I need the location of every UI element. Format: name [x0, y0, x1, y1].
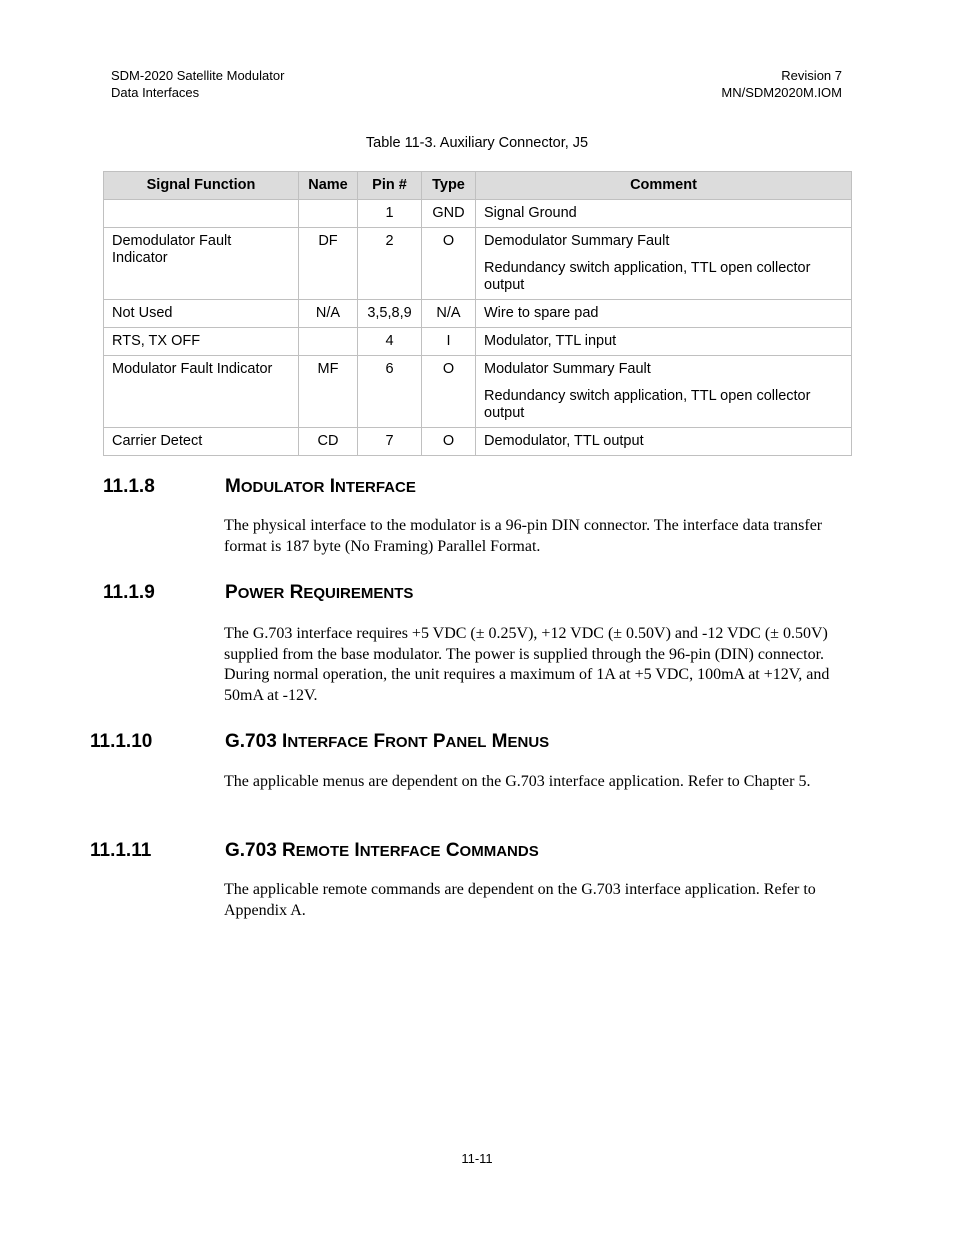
title-initial: R	[282, 840, 296, 861]
header-chapter-title: Data Interfaces	[111, 85, 200, 100]
title-small-caps: NTERFACE	[359, 843, 441, 860]
section-heading	[0, 731, 954, 755]
comment-line: Signal Ground	[484, 205, 577, 221]
section-number: 11.1.10	[90, 731, 153, 752]
comment-cell	[476, 228, 852, 300]
table-row	[104, 200, 852, 228]
comment-line: Demodulator, TTL output	[484, 433, 644, 449]
title-initial: I	[329, 476, 335, 497]
section-number: 11.1.8	[103, 476, 155, 497]
running-header-right	[721, 67, 842, 101]
section-number: 11.1.9	[103, 582, 155, 603]
comment-line: Wire to spare pad	[484, 305, 599, 321]
comment-line: Redundancy switch application, TTL open collector output	[484, 388, 811, 421]
comment-line: Modulator, TTL input	[484, 333, 617, 349]
title-small-caps: EMOTE	[295, 843, 350, 860]
title-initial: I	[282, 731, 288, 752]
name-cell: N/A	[299, 300, 358, 328]
pin-cell: 2	[358, 228, 422, 300]
section-body: The physical interface to the modulator is a 96-pin DIN connector. The interface data transfer format is 187 byte (No Framing) Parallel Format.	[224, 517, 823, 555]
title-small-caps: ODULATOR	[240, 479, 325, 496]
title-initial: C	[445, 840, 460, 861]
name-cell: MF	[299, 356, 358, 428]
type-cell: O	[422, 428, 476, 456]
section-heading	[0, 840, 954, 864]
title-initial: G.703	[225, 840, 277, 861]
table-header-row	[104, 172, 852, 200]
section-heading	[0, 476, 954, 500]
name-cell: DF	[299, 228, 358, 300]
title-initial: G.703	[225, 731, 277, 752]
type-cell: N/A	[422, 300, 476, 328]
comment-cell	[476, 200, 852, 228]
title-initial: P	[225, 582, 238, 603]
comment-cell	[476, 356, 852, 428]
title-small-caps: OWER	[237, 585, 285, 602]
column-header: Signal Function	[104, 172, 299, 200]
column-header: Type	[422, 172, 476, 200]
section-body: The G.703 interface requires +5 VDC (± 0.25V), +12 VDC (± 0.50V) and -12 VDC (± 0.50V) supplied from the base modulator. The power is supplied through the 96-pin (DIN) connector. During normal operation, the unit requires a maximum of 1A at +5 VDC, 100mA at +12V, and 50mA at -12V.	[224, 625, 830, 704]
column-header: Comment	[476, 172, 852, 200]
section-title	[225, 731, 549, 753]
pin-cell: 3,5,8,9	[358, 300, 422, 328]
title-small-caps: OMMANDS	[459, 843, 539, 860]
title-initial: M	[491, 731, 508, 752]
title-small-caps: ENUS	[507, 734, 550, 751]
running-header-left	[111, 67, 284, 101]
section-heading	[0, 582, 954, 606]
title-initial: R	[289, 582, 304, 603]
comment-cell	[476, 300, 852, 328]
signal-function-cell	[104, 200, 299, 228]
title-initial: I	[354, 840, 360, 861]
section-number: 11.1.11	[90, 840, 152, 861]
title-small-caps: RONT	[385, 734, 428, 751]
title-small-caps: EQUIREMENTS	[303, 585, 414, 602]
column-header: Pin #	[358, 172, 422, 200]
title-initial: F	[373, 731, 386, 752]
table-row	[104, 328, 852, 356]
header-revision: Revision 7	[781, 68, 842, 83]
name-cell: CD	[299, 428, 358, 456]
type-cell: I	[422, 328, 476, 356]
signal-function-cell: Not Used	[104, 300, 299, 328]
table-row	[104, 300, 852, 328]
section-title	[225, 840, 539, 862]
comment-cell	[476, 328, 852, 356]
comment-line: Modulator Summary Fault	[484, 361, 651, 377]
signal-function-cell: Demodulator Fault Indicator	[104, 228, 299, 300]
comment-line: Redundancy switch application, TTL open collector output	[484, 260, 811, 293]
type-cell: O	[422, 228, 476, 300]
section-title	[225, 476, 416, 498]
type-cell: O	[422, 356, 476, 428]
table-row	[104, 228, 852, 300]
column-header: Name	[299, 172, 358, 200]
table-body	[104, 200, 852, 456]
name-cell	[299, 328, 358, 356]
comment-cell	[476, 428, 852, 456]
auxiliary-connector-table	[103, 171, 852, 456]
section-body: The applicable remote commands are dependent on the G.703 interface application. Refer to Appendix A.	[224, 881, 816, 919]
pin-cell: 1	[358, 200, 422, 228]
header-product-title: SDM-2020 Satellite Modulator	[111, 68, 285, 83]
table-caption: Table 11-3. Auxiliary Connector, J5	[365, 135, 589, 151]
name-cell	[299, 200, 358, 228]
title-initial: M	[225, 476, 241, 497]
title-small-caps: NTERFACE	[335, 479, 416, 496]
pin-cell: 4	[358, 328, 422, 356]
title-small-caps: NTERFACE	[287, 734, 369, 751]
section-title	[225, 582, 413, 604]
signal-function-cell: RTS, TX OFF	[104, 328, 299, 356]
title-initial: P	[432, 731, 446, 752]
section-body: The applicable menus are dependent on the G.703 interface application. Refer to Chapter 5.	[224, 773, 811, 790]
page-number: 11-11	[461, 1151, 493, 1166]
pin-cell: 6	[358, 356, 422, 428]
table-row	[104, 428, 852, 456]
header-doc-number: MN/SDM2020M.IOM	[721, 85, 842, 100]
pin-cell: 7	[358, 428, 422, 456]
signal-function-cell: Modulator Fault Indicator	[104, 356, 299, 428]
type-cell: GND	[422, 200, 476, 228]
comment-line: Demodulator Summary Fault	[484, 233, 670, 249]
title-small-caps: ANEL	[445, 734, 487, 751]
table-row	[104, 356, 852, 428]
signal-function-cell: Carrier Detect	[104, 428, 299, 456]
